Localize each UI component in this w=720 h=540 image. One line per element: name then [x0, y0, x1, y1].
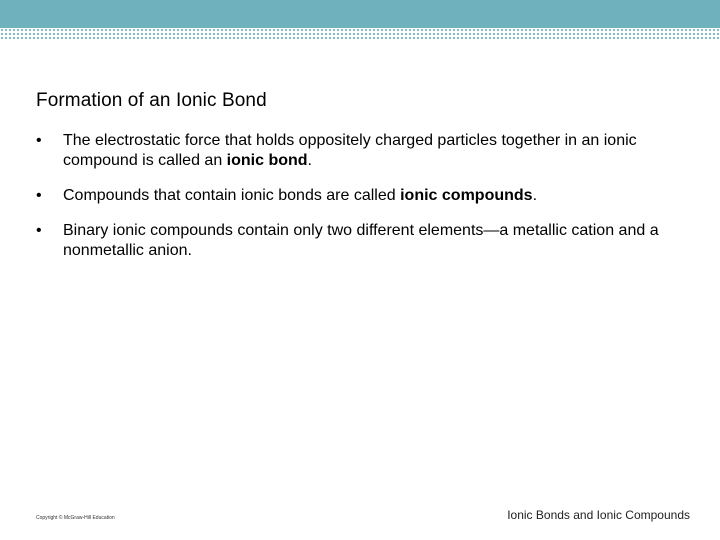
bullet-text-segment: . [307, 152, 312, 169]
slide-title: Formation of an Ionic Bond [36, 90, 267, 111]
bullet-item [36, 131, 666, 171]
banner-dot-pattern [0, 28, 720, 40]
bullet-list [36, 131, 666, 276]
bullet-text-segment: The electrostatic force that holds oppositely charged particles together in an ionic compound is called an [63, 132, 637, 169]
bullet-text [63, 221, 666, 261]
bullet-key-term: ionic compounds [400, 187, 533, 204]
bullet-text-segment: Binary ionic compounds contain only two different elements—a metallic cation and a nonmetallic anion. [63, 222, 659, 259]
bullet-text-segment: . [532, 187, 538, 204]
bullet-text [63, 131, 666, 171]
bullet-marker: • [36, 222, 42, 239]
bullet-marker: • [36, 187, 42, 204]
bullet-text [63, 186, 666, 206]
bullet-key-term: ionic bond [226, 152, 308, 169]
bullet-item [36, 186, 666, 206]
footer-copyright: Copyright © McGraw-Hill Education [36, 515, 115, 521]
bullet-marker: • [36, 132, 42, 149]
bullet-item [36, 221, 666, 261]
bullet-text-segment: Compounds that contain ionic bonds are called [63, 187, 401, 204]
footer-section-title: Ionic Bonds and Ionic Compounds [507, 508, 690, 522]
top-banner [0, 0, 720, 28]
